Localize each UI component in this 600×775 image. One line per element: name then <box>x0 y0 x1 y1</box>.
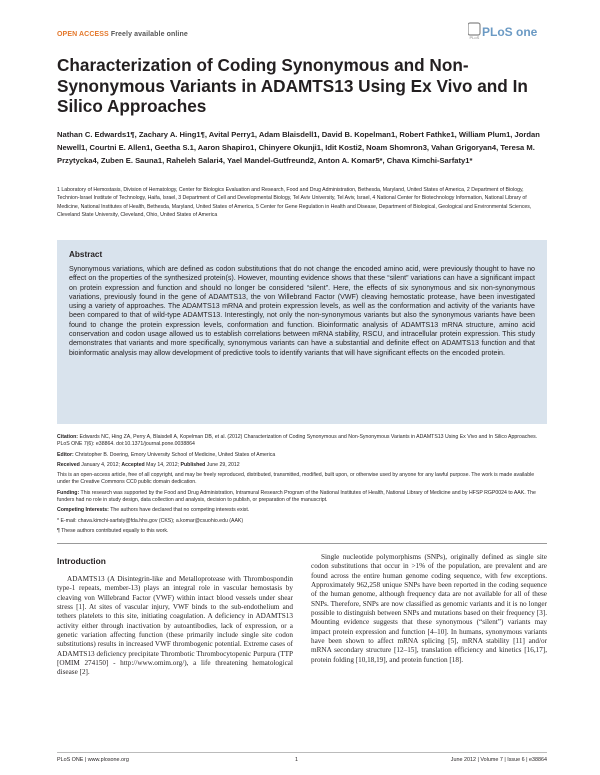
intro-paragraph: ADAMTS13 (A Disintegrin-like and Metalloprotease with Thrombospondin type-1 repeats, member-13) plays an integral role in vascular hemostasis by cleaving von Willebrand Factor (VWF) within intact blood vessels under shear stress [1]. At sites of vascular injury, VWF binds to the sub-endothelium and tethers platelets to this site, initiating coagulation. A deficiency in ADAMTS13 activity either through inactivation by autoantibodies, lack of expression, or a genetic variation affecting function (these primarily include single site codon substitutions) results in increased VWF thrombogenic potential. Extreme cases of ADAMTS13 deficiency precipitate Thrombotic Thrombocytopenic Purpura (TTP [OMIM 274150] - http://www.omim.org/), a life threatening hematological disease [2]. <box>57 575 293 677</box>
funding-label: Funding: <box>57 489 80 496</box>
competing-block <box>57 507 547 514</box>
email-line[interactable]: * E-mail: chava.kimchi-sarfaty@fda.hhs.gov (CKS); a.komar@csuohio.edu (AAK) <box>57 517 244 524</box>
footer-journal[interactable]: PLoS ONE | www.plosone.org <box>57 757 129 763</box>
plos-logo-icon <box>468 23 480 40</box>
editor-label: Editor: <box>57 451 74 458</box>
equal-contribution-note: ¶ These authors contributed equally to this work. <box>57 527 169 534</box>
abstract-text: Synonymous variations, which are defined as codon substitutions that do not change the encoded amino acid, were previously thought to have no effect on the properties of the synthesized protein(s). However, mounting evidence shows that these “silent” variations can have a significant impact on protein expression and function and should no longer be considered “silent”. Here, the effects of six synonymous and six non-synonymous variations, previously found in the gene of ADAMTS13, the von Willebrand Factor (VWF) cleaving hemostatic protease, have been investigated using a variety of approaches. The ADAMTS13 mRNA and protein expression levels, as well as the conformation and activity of the variants have been compared to that of wild-type ADAMTS13. Interestingly, not only the non-synonymous variants but also the synonymous variants have been found to change the protein expression levels, conformation and function. Bioinformatic analysis of ADAMTS13 mRNA structure, amino acid conservation and codon usage allowed us to establish correlations between mRNA stability, RSCU, and intracellular protein expression. This study demonstrates that variants and more specifically, synonymous variants can have a substantial and definite effect on ADAMTS13 function and that bioinformatic analysis may allow development of predictive tools to identify variants that will have significant effects on the encoded protein. <box>69 265 535 357</box>
editor-text: Christopher B. Doering, Emory University School of Medicine, United States of America <box>75 451 276 458</box>
article-title: Characterization of Coding Synonymous and Non-Synonymous Variants in ADAMTS13 Using Ex Vivo and In Silico Approaches <box>57 55 528 116</box>
footer-issue: June 2012 | Volume 7 | Issue 6 | e38864 <box>450 757 547 763</box>
received-date: January 4, 2012; <box>81 461 120 468</box>
competing-label: Competing Interests: <box>57 507 109 514</box>
open-access-banner <box>57 31 188 38</box>
journal-logo <box>468 22 548 42</box>
published-date: June 29, 2012 <box>206 461 240 468</box>
abstract-heading: Abstract <box>69 250 103 259</box>
footer-divider <box>57 752 547 753</box>
citation-block <box>57 434 547 449</box>
svg-text:PLoS: PLoS <box>469 35 480 40</box>
published-label: Published <box>180 461 206 468</box>
funding-text: This research was supported by the Food and Drug Administration, Intramural Research Program of the National Institutes of Health, National Library of Medicine and by HFSP RGP0024 to AAK. The funders had no role in study design, data collection and analysis, decision to publish, or preparation of the manuscript. <box>57 489 536 504</box>
introduction-heading: Introduction <box>57 556 106 566</box>
article-metadata <box>57 434 547 538</box>
intro-right-column <box>311 553 547 665</box>
section-divider <box>57 543 547 544</box>
intro-paragraph: Single nucleotide polymorphisms (SNPs), originally defined as single site codon substitutions that occur in >1% of the population, are prevalent and are found across the entire human genome coding sequence, with few exceptions. Approximately 962,258 unique SNPs have been reported in the coding sequence of the human genome, although frequency data are not available for all of these SNPs. Therefore, SNPs are now classified as genomic variants and it is no longer possible to distinguish between SNPs and mutations based on their frequency [3]. Mounting evidence suggests that these synonymous (“silent”) variants may impact protein expression and function [4–10]. In humans, synonymous variants have been shown to affect mRNA splicing [5], mRNA stability [11] and/or mRNA secondary structure [12–15], translation efficiency and kinetics [16,17], protein folding [10,18,19], and protein function [18]. <box>311 553 547 664</box>
citation-text: Edwards NC, Hing ZA, Perry A, Blaisdell A, Kopelman DB, et al. (2012) Characterization of Coding Synonymous and Non-Synonymous Variants in ADAMTS13 Using Ex Vivo and In Silico Approaches. PLoS ONE 7(6): e38864. doi:10.1371/journal.pone.0038864 <box>57 434 538 448</box>
received-label: Received <box>57 461 80 468</box>
open-access-label: OPEN ACCESS <box>57 31 109 38</box>
freely-available-label: Freely available online <box>110 31 188 38</box>
funding-block <box>57 490 547 505</box>
intro-left-column <box>57 575 293 678</box>
accepted-date: May 14, 2012; <box>146 461 180 468</box>
citation-label: Citation: <box>57 434 79 440</box>
editor-block <box>57 452 547 459</box>
footer-page-number: 1 <box>295 757 298 763</box>
accepted-label: Accepted <box>121 461 145 468</box>
journal-logo-text: PLoS one <box>482 25 538 39</box>
affiliations: 1 Laboratory of Hemostasis, Division of Hematology, Center for Biologics Evaluation and Research, Food and Drug Administration, Bethesda, Maryland, United States of America, 2 Department of Biology, Technion-Israel Institute of Technology, Haifa, Israel, 3 Department of Cell and Developmental Biology, Tel Aviv University, Tel Aviv, Israel, 4 National Center for Biotechnology Information, National Library of Medicine, National Institutes of Health, Bethesda, Maryland, United States of America, 5 Center for Gene Regulation in Health and Disease, Department of Biological, Geological and Environmental Sciences, Cleveland State University, Cleveland, Ohio, United States of America <box>57 187 532 218</box>
abstract-box <box>57 240 547 424</box>
author-list: Nathan C. Edwards1¶, Zachary A. Hing1¶, Avital Perry1, Adam Blaisdell1, David B. Kopelman1, Robert Fathke1, William Plum1, Jordan Newell1, Courtni E. Allen1, Geetha S.1, Aaron Shapiro1, Chinyere Okunji1, Idit Kosti2, Noam Shomron3, Vahan Grigoryan4, Teresa M. Przytycka4, Zuben E. Sauna1, Raheleh Salari4, Yael Mandel-Gutfreund2, Anton A. Komar5*, Chava Kimchi-Sarfaty1* <box>57 130 540 165</box>
competing-text: The authors have declared that no competing interests exist. <box>110 507 250 514</box>
dates-block <box>57 462 547 469</box>
license-text: This is an open-access article, free of all copyright, and may be freely reproduced, distributed, transmitted, modified, built upon, or otherwise used by anyone for any lawful purpose. The work is made available under the Creative Commons CC0 public domain dedication. <box>57 472 535 486</box>
